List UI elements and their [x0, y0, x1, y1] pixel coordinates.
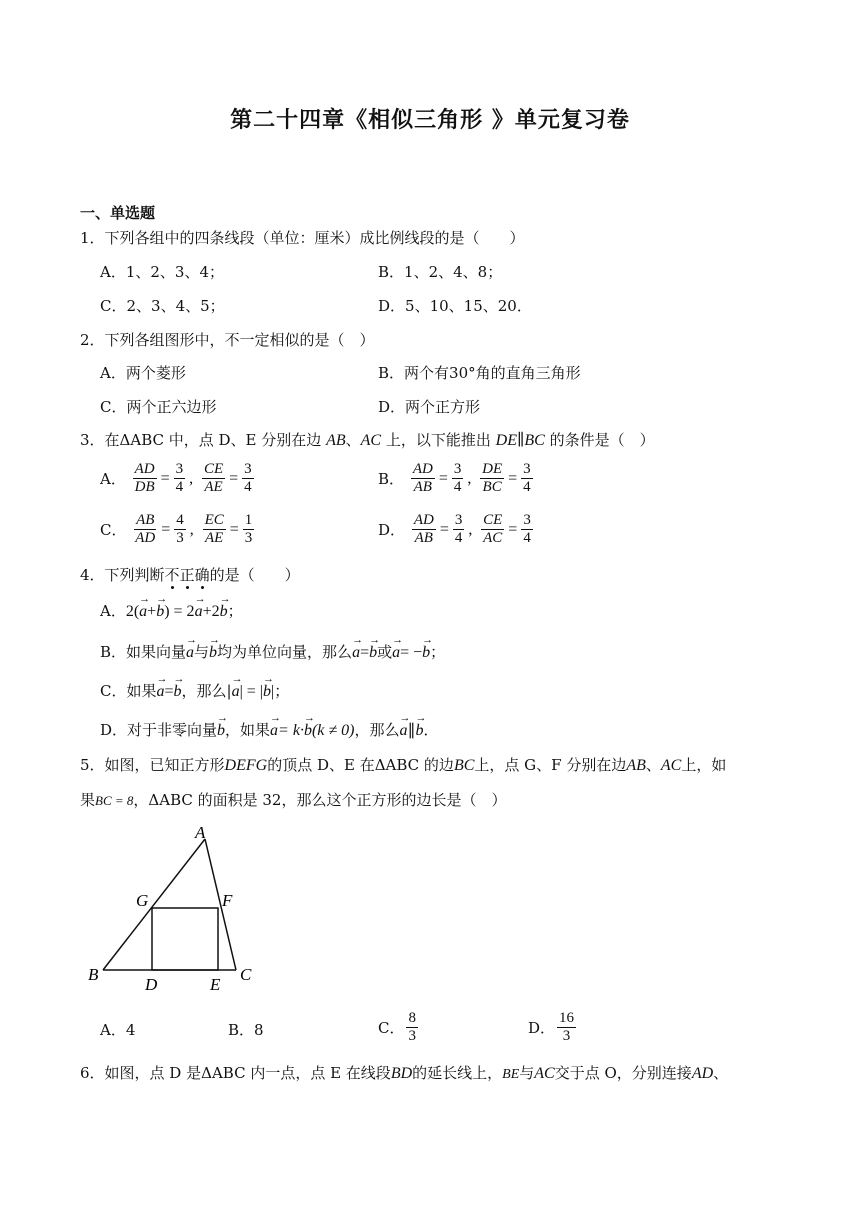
q4-option-c[interactable]: C．如果→ a=→ b，那么|→ a| = |→ b|；	[100, 680, 289, 701]
vertex-d-label: D	[145, 975, 158, 994]
fraction: $\frac{1}{3}$	[244, 512, 253, 546]
emphasis-dot: 确	[194, 566, 210, 584]
q3-option-b[interactable]: B． $\frac{AD}{AB}$ = $\frac{3}{4}$ , $\frac{DE}{BC}$ = $\frac{3}{4}$	[378, 461, 531, 495]
triangle-square-figure	[84, 822, 274, 1002]
q2-option-d[interactable]: D．两个正方形	[378, 398, 481, 416]
fraction: $\frac{CE}{AC}$	[483, 512, 503, 546]
question-1-stem: 1．下列各组中的四条线段（单位：厘米）成比例线段的是（ ）	[80, 229, 525, 247]
emphasis-dot: 正	[179, 566, 195, 584]
q2-option-c[interactable]: C．两个正六边形	[100, 398, 217, 416]
question-5-line-2: 果BC = 8，ΔABC 的面积是 32，那么这个正方形的边长是（ ）	[80, 791, 507, 809]
de-parallel-bc: DE∥BC	[495, 432, 545, 449]
fraction: $\frac{CE}{AE}$	[203, 461, 224, 495]
q5-option-d[interactable]: D． $\frac{16}{3}$	[528, 1010, 575, 1044]
q3-option-d[interactable]: D． $\frac{AD}{AB}$ = $\frac{3}{4}$ , $\frac{CE}{AC}$ = $\frac{3}{4}$	[378, 512, 531, 546]
fraction: $\frac{3}{4}$	[453, 461, 462, 495]
q3-option-a[interactable]: A． $\frac{AD}{DB}$ = $\frac{3}{4}$ , $\frac{CE}{AE}$ = $\frac{3}{4}$	[100, 461, 252, 495]
vertex-e-label: E	[210, 975, 221, 994]
fraction: $\frac{4}{3}$	[176, 512, 184, 546]
q1-option-b[interactable]: B．1、2、4、8；	[378, 263, 503, 281]
fraction: $\frac{AB}{AD}$	[135, 512, 156, 546]
q4-option-a[interactable]: A．2(→ a+→ b) = 2→ a+2→ b；	[100, 600, 243, 621]
question-5-line-1: 5．如图，已知正方形DEFG的顶点 D、E 在ΔABC 的边BC上，点 G、F 分别在边AB、AC上，如	[80, 756, 727, 774]
q5-option-a[interactable]: A．4	[100, 1021, 136, 1039]
question-4-stem: 4．下列判断不正确的是（ ）	[80, 566, 300, 584]
question-2-stem: 2．下列各组图形中，不一定相似的是（ ）	[80, 331, 375, 349]
fraction: $\frac{AD}{AB}$	[413, 512, 434, 546]
square-defg	[152, 908, 218, 970]
q1-option-a[interactable]: A．1、2、3、4；	[100, 263, 225, 281]
fraction: $\frac{3}{4}$	[454, 512, 463, 546]
q2-option-b[interactable]: B．两个有30°角的直角三角形	[378, 364, 581, 382]
side-ab	[103, 839, 205, 970]
section-heading: 一、单选题	[80, 204, 156, 222]
fraction: $\frac{AD}{DB}$	[134, 461, 155, 495]
fraction: $\frac{DE}{BC}$	[482, 461, 503, 495]
q1-option-c[interactable]: C．2、3、4、5；	[100, 297, 225, 315]
q5-option-b[interactable]: B．8	[228, 1021, 264, 1039]
fraction: $\frac{3}{4}$	[175, 461, 184, 495]
fraction: $\frac{3}{4}$	[523, 512, 531, 546]
fraction: $\frac{3}{4}$	[523, 461, 531, 495]
question-3-stem: 3．在ΔABC 中，点 D、E 分别在边 AB、AC 上，以下能推出 DE∥BC 的条件是（ ）	[80, 431, 655, 449]
fraction: $\frac{16}{3}$	[559, 1010, 575, 1044]
vertex-b-label: B	[88, 965, 99, 984]
vertex-c-label: C	[240, 965, 252, 984]
vertex-a-label: A	[195, 823, 206, 842]
q2-option-a[interactable]: A．两个菱形	[100, 364, 186, 382]
question-6-stem: 6．如图，点 D 是ΔABC 内一点，点 E 在线段BD的延长线上，BE与AC交于点 O，分别连接AD、	[80, 1064, 729, 1082]
fraction: $\frac{AD}{AB}$	[412, 461, 433, 495]
fraction: $\frac{3}{4}$	[244, 461, 252, 495]
emphasis-dot: 不	[164, 566, 180, 584]
fraction: $\frac{8}{3}$	[408, 1010, 416, 1044]
vertex-f-label: F	[222, 891, 233, 910]
fraction: $\frac{EC}{AE}$	[204, 512, 224, 546]
page-title: 第二十四章《相似三角形 》单元复习卷	[230, 108, 630, 133]
q5-option-c[interactable]: C． $\frac{8}{3}$	[378, 1010, 416, 1044]
q4-option-b[interactable]: B．如果向量→ a与→ b均为单位向量，那么→ a=→ b或→ a= −→ b；	[100, 641, 445, 662]
q3-option-c[interactable]: C． $\frac{AB}{AD}$ = $\frac{4}{3}$ , $\frac{EC}{AE}$ = $\frac{1}{3}$	[100, 512, 253, 546]
q4-option-d[interactable]: D．对于非零向量→ b，如果→ a= k·→ b(k ≠ 0)，那么→ a∥→ b．	[100, 719, 439, 740]
vertex-g-label: G	[136, 891, 149, 910]
q1-option-d[interactable]: D．5、10、15、20．	[378, 297, 532, 315]
